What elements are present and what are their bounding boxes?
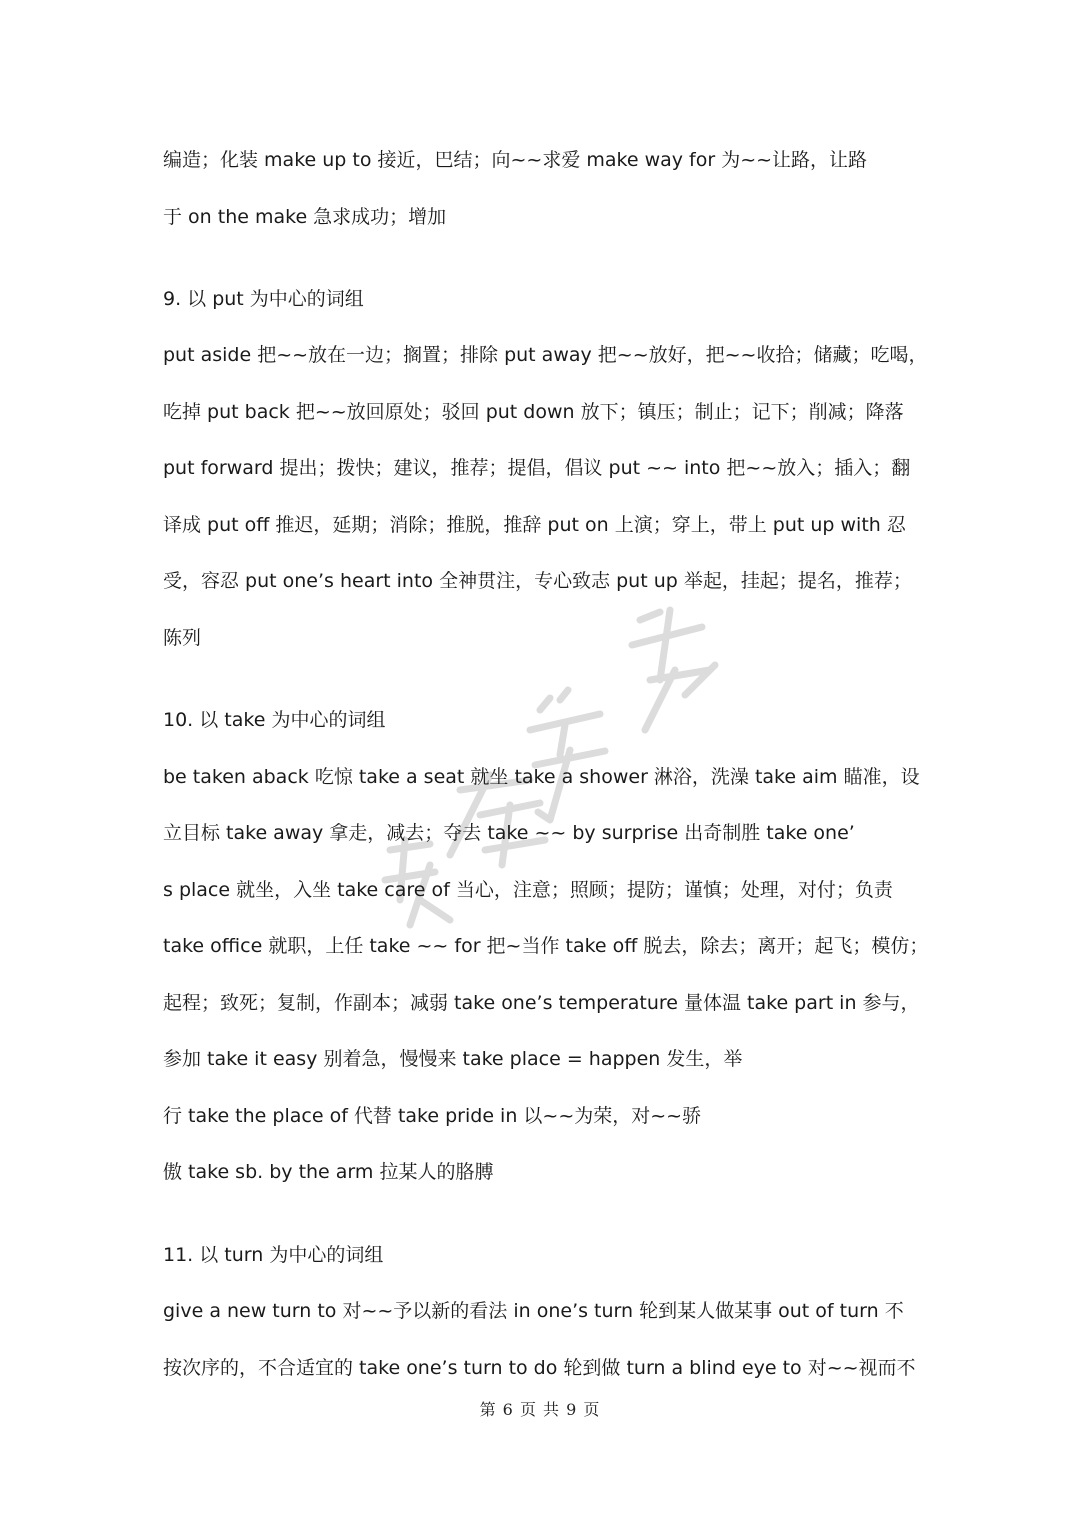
text-line: put aside 把~~放在一边；搁置；排除 put away 把~~放好，把~~收拾；储藏；吃喝， (163, 344, 928, 366)
text-line: 起程；致死；复制，作副本；减弱 take one’s temperature 量体温 take part in 参与， (163, 992, 920, 1014)
text-line: be taken aback 吃惊 take a seat 就坐 take a shower 淋浴，洗澡 take aim 瞄准，设 (163, 766, 920, 788)
text-line: 傲 take sb. by the arm 拉某人的胳膊 (163, 1161, 494, 1183)
text-line: 于 on the make 急求成功；增加 (163, 206, 447, 228)
section-heading-put: 9. 以 put 为中心的词组 (163, 288, 364, 310)
text-line: 按次序的，不合适宜的 take one’s turn to do 轮到做 turn a blind eye to 对~~视而不 (163, 1357, 916, 1379)
section-heading-take: 10. 以 take 为中心的词组 (163, 709, 386, 731)
text-line: 译成 put off 推迟，延期；消除；推脱，推辞 put on 上演；穿上，带上 put up with 忍 (163, 514, 906, 536)
text-line: 陈列 (163, 627, 202, 649)
text-line: 参加 take it easy 别着急，慢慢来 take place = happen 发生，举 (163, 1048, 743, 1070)
page-footer: 第 6 页 共 9 页 (479, 1400, 601, 1419)
text-line: 行 take the place of 代替 take pride in 以~~为荣，对~~骄 (163, 1105, 702, 1127)
text-line: 立目标 take away 拿走，减去；夺去 take ~~ by surprise 出奇制胜 take one’ (163, 822, 855, 844)
section-heading-turn: 11. 以 turn 为中心的词组 (163, 1244, 384, 1266)
text-line: 受，容忍 put one’s heart into 全神贯注，专心致志 put up 举起，挂起；提名，推荐； (163, 570, 912, 592)
text-line: put forward 提出；拨快；建议，推荐；提倡，倡议 put ~~ into 把~~放入；插入；翻 (163, 457, 911, 479)
text-line: s place 就坐，入坐 take care of 当心，注意；照顾；提防；谨慎；处理，对付；负责 (163, 879, 893, 901)
text-line: take office 就职，上任 take ~~ for 把~当作 take off 脱去，除去；离开；起飞；模仿； (163, 935, 929, 957)
text-line: 编造；化装 make up to 接近，巴结；向~~求爱 make way for 为~~让路，让路 (163, 149, 868, 171)
text-line: 吃掉 put back 把~~放回原处；驳回 put down 放下；镇压；制止；记下；削减；降落 (163, 401, 904, 423)
text-line: give a new turn to 对~~予以新的看法 in one’s turn 轮到某人做某事 out of turn 不 (163, 1300, 904, 1322)
